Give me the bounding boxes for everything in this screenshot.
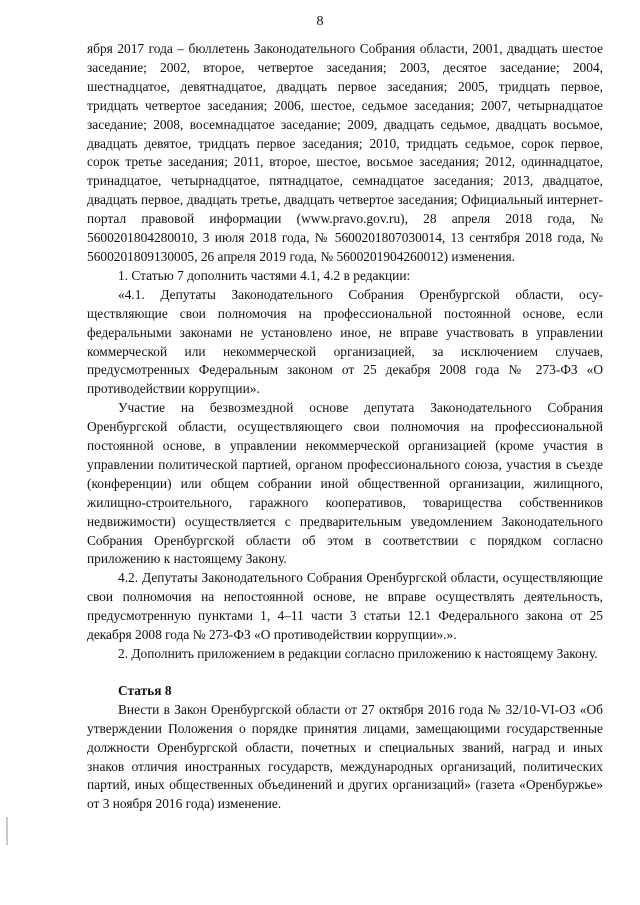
paragraph-item-2: 2. Дополнить приложением в редакции согласно приложению к настоящему Закону. — [118, 646, 598, 661]
article-heading: Статья 8 — [118, 682, 172, 698]
article-text: Внести в Закон Оренбургской области от 27 октября 2016 года № 32/10-VI-ОЗ «Об утверждении Положения о порядке принятия лицами, замещающими государственные должности Оренбургской области, почетных и специальных званий, наград и иных знаков отличия иностранных государств, международных организаций, политических партий, иных общественных объединений и других организаций» (газета «Оренбуржье» от 3 ноября 2016 года) изменение. — [87, 701, 603, 812]
document-body — [87, 40, 603, 814]
paragraph-continuation: ября 2017 года – бюллетень Законодательного Собрания области, 2001, двадцать шестое заседание; 2002, второе, четвертое заседания; 2003, десятое заседание; 2004, шестнадцатое, девятнадцатое, двадцать первое заседания; 2005, тридцать первое, тридцать четвертое заседания; 2006, шестое, седьмое заседания; 2007, четырнадцатое заседание; 2008, восемнадцатое заседание; 2009, двадцать седьмое, двадцать восьмое, двадцать девятое, тридцать первое заседания; 2010, тридцать седьмое, сорок первое, сорок третье заседания; 2011, второе, шестое, восьмое заседания; 2012, одиннадцатое, тринадцатое, четырнадцатое, пятнадцатое, семнадцатое заседания; 2013, двадцатое, двадцать первое, двадцать третье, двадцать четвертое заседания; Официальный интернет-портал правовой информации (www.pravo.gov.ru), 28 апреля 2018 года, № 5600201804280010, 3 июля 2018 года, № 5600201807030014, 13 сентября 2018 года, № 5600201809130005, 26 апреля 2019 года, № 5600201904260012) изменения. — [87, 41, 603, 264]
section-spacer — [87, 664, 603, 682]
scan-margin-mark — [6, 817, 8, 845]
paragraph-part-4-1: «4.1. Депутаты Законодательного Собрания Оренбургской области, осуществляющие свои полномочия на профессиональной постоянной основе, если федеральными законами не установлено иное, не вправе участвовать в управлении коммерческой или некоммерческой организацией, за исключением случаев, предусмотренных Федеральным законом от 25 декабря 2008 года № 273-ФЗ «О противодействии коррупции». — [87, 286, 603, 397]
paragraph-item-1: 1. Статью 7 дополнить частями 4.1, 4.2 в редакции: — [118, 267, 411, 283]
page-number: 8 — [316, 14, 324, 29]
paragraph-part-4-2: 4.2. Депутаты Законодательного Собрания Оренбургской области, осуществляющие свои полномочия на непостоянной основе, не вправе осуществлять деятельность, предусмотренную пунктами 1, 4–11 части 3 статьи 12.1 Федерального закона от 25 декабря 2008 года № 273-ФЗ «О противодействии коррупции».». — [87, 570, 603, 643]
paragraph-participation: Участие на безвозмездной основе депутата Законодательного Собрания Оренбургской области, осуществляющего свои полномочия на профессиональной постоянной основе, в управлении некоммерческой организацией (кроме участия в управлении политической партией, органом профессионального союза, участия в съезде (конференции) или общем собрании иной общественной организации, жилищного, жилищно-строительного, гаражного кооперативов, товарищества собственников недвижимости) осуществляется с предварительным уведомлением Законодательного Собрания Оренбургской области об этом в соответствии с порядком согласно приложению к настоящему Закону. — [87, 400, 603, 567]
